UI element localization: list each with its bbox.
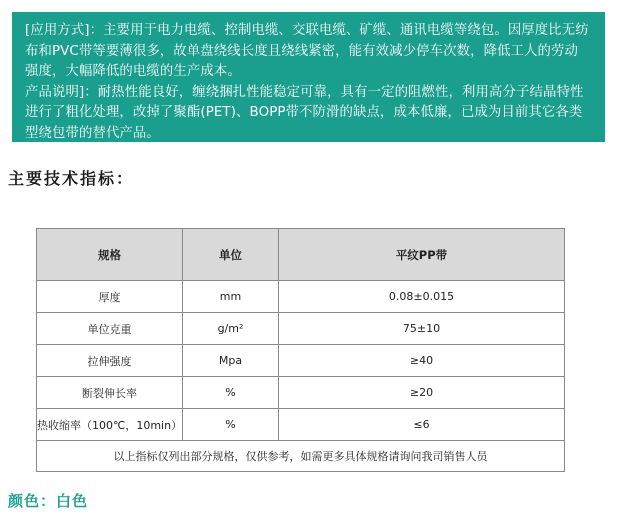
- header-value: 平纹PP带: [279, 229, 565, 281]
- cell-unit: %: [183, 409, 279, 441]
- intro-box: [12, 12, 605, 142]
- application-paragraph: [应用方式]：主要用于电力电缆、控制电缆、交联电缆、矿缆、通讯电缆等绕包。因厚度比无纺布和PVC带等要薄很多，故单盘绕线长度且绕线紧密，能有效减少停车次数，降低工人的劳动强度，大幅降低的电缆的生产成本。: [25, 23, 589, 79]
- cell-unit: %: [183, 377, 279, 409]
- cell-value: 75±10: [279, 313, 565, 345]
- header-unit: 单位: [183, 229, 279, 281]
- cell-unit: g/m²: [183, 313, 279, 345]
- cell-unit: mm: [183, 281, 279, 313]
- table-footnote: 以上指标仅列出部分规格，仅供参考，如需更多具体规格请询问我司销售人员: [37, 441, 565, 472]
- cell-value: ≥40: [279, 345, 565, 377]
- header-spec: 规格: [37, 229, 183, 281]
- cell-value: ≤6: [279, 409, 565, 441]
- table-row: [37, 313, 565, 345]
- cell-value: 0.08±0.015: [279, 281, 565, 313]
- cell-spec: 单位克重: [37, 313, 183, 345]
- cell-spec: 厚度: [37, 281, 183, 313]
- table-header-row: [37, 229, 565, 281]
- table-row: [37, 377, 565, 409]
- table-row: [37, 409, 565, 441]
- table-footnote-row: [37, 441, 565, 472]
- section-title: 主要技术指标：: [8, 169, 135, 188]
- cell-spec: 热收缩率（100℃，10min）: [37, 409, 183, 441]
- cell-value: ≥20: [279, 377, 565, 409]
- cell-spec: 断裂伸长率: [37, 377, 183, 409]
- table-row: [37, 281, 565, 313]
- description-paragraph: 产品说明]：耐热性能良好，缠绕捆扎性能稳定可靠，具有一定的阻燃性，利用高分子结晶特性进行了粗化处理，改掉了聚酯(PET)、BOPP带不防滑的缺点，成本低廉，已成为目前其它各类型绕包带的替代产品。: [25, 84, 584, 141]
- cell-spec: 拉伸强度: [37, 345, 183, 377]
- spec-table: [36, 228, 565, 472]
- table-row: [37, 345, 565, 377]
- color-line: 颜色：白色: [8, 492, 89, 510]
- cell-unit: Mpa: [183, 345, 279, 377]
